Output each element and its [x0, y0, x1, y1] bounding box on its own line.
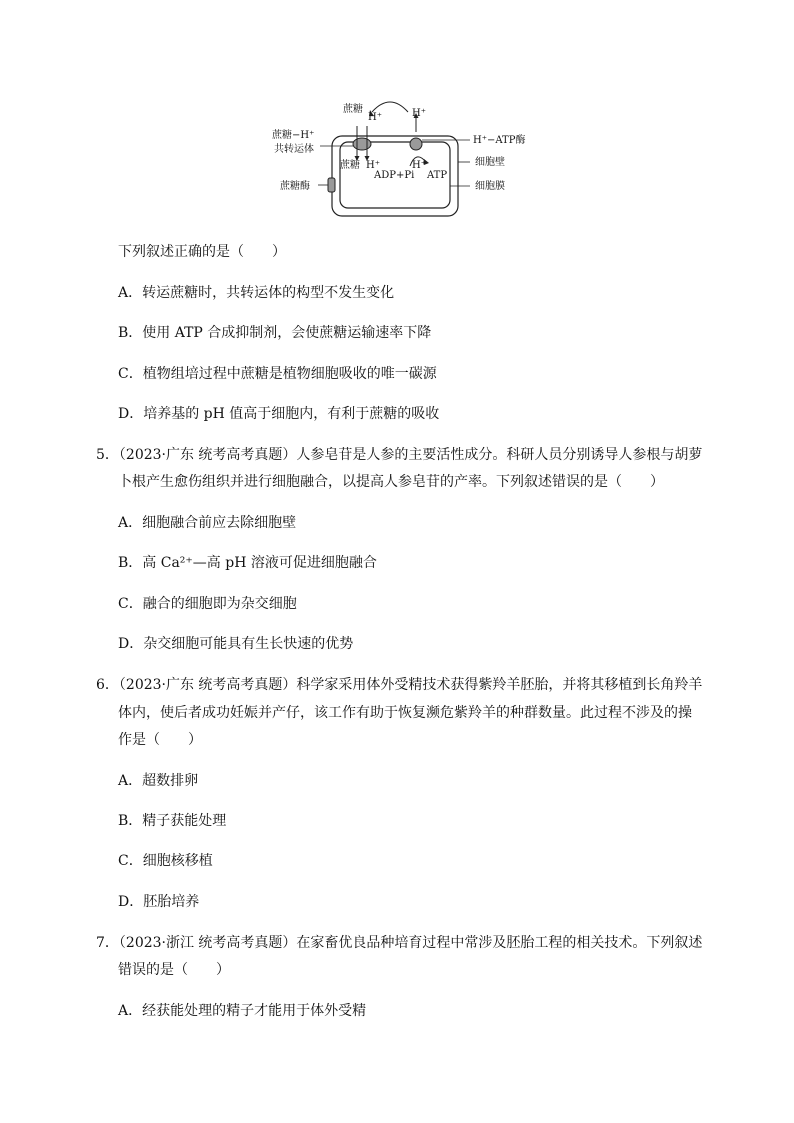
q6-option-d: D．胚胎培养 [118, 894, 200, 910]
h-atpase-shape [410, 138, 422, 150]
q4-option-a: A．转运蔗糖时，共转运体的构型不发生变化 [118, 285, 395, 301]
q4-stem: 下列叙述正确的是（ ） [118, 244, 286, 260]
label-atp: ATP [427, 170, 448, 181]
label-h-inside: H⁺ [366, 160, 380, 171]
cotransporter-shape [353, 138, 371, 150]
label-sucrose-top: 蔗糖 [343, 104, 363, 115]
label-h-top-left: H⁺ [368, 112, 382, 123]
q5-stem-line1: 5．（2023·广东 统考高考真题）人参皂苷是人参的主要活性成分。科研人员分别诱导人参根与胡萝 [96, 447, 703, 463]
q7-option-a: A．经获能处理的精子才能用于体外受精 [118, 1003, 367, 1019]
q5-option-b: B．高 Ca²⁺—高 pH 溶液可促进细胞融合 [118, 555, 377, 571]
q6-stem-line3: 作是（ ） [118, 732, 202, 748]
q6-option-b: B．精子获能处理 [118, 813, 227, 829]
label-cotransporter-1: 蔗糖−H⁺ [272, 130, 315, 141]
label-cell-wall: 细胞壁 [475, 157, 505, 168]
label-h-pump-inside: H⁺ [412, 160, 426, 171]
label-adp-pi: ADP+Pi [374, 170, 415, 181]
q5-stem-line2: 卜根产生愈伤组织并进行细胞融合，以提高人参皂苷的产率。下列叙述错误的是（ ） [118, 474, 664, 490]
q6-option-a: A．超数排卵 [118, 773, 199, 789]
q6-option-c: C．细胞核移植 [118, 853, 213, 869]
plant-cell-sucrose-transport-diagram [270, 96, 530, 226]
label-cotransporter-2: 共转运体 [274, 144, 314, 155]
q5-option-a: A．细胞融合前应去除细胞壁 [118, 515, 297, 531]
label-sucrose-inside: 蔗糖 [340, 160, 360, 171]
label-h-atpase: H⁺−ATP酶 [473, 135, 526, 146]
q6-stem-line1: 6．（2023·广东 统考高考真题）科学家采用体外受精技术获得紫羚羊胚胎，并将其移植到长角羚羊 [96, 677, 703, 693]
q5-option-c: C．融合的细胞即为杂交细胞 [118, 596, 297, 612]
q4-option-d: D．培养基的 pH 值高于细胞内，有利于蔗糖的吸收 [118, 406, 440, 422]
q4-option-c: C．植物组培过程中蔗糖是植物细胞吸收的唯一碳源 [118, 366, 437, 382]
q7-stem-line2: 错误的是（ ） [118, 962, 230, 978]
q6-stem-line2: 体内，使后者成功妊娠并产仔，该工作有助于恢复濒危紫羚羊的种群数量。此过程不涉及的操 [118, 705, 692, 721]
sucrase-shape [328, 178, 335, 192]
label-sucrase: 蔗糖酶 [280, 181, 310, 192]
q7-stem-line1: 7．（2023·浙江 统考高考真题）在家畜优良品种培育过程中常涉及胚胎工程的相关技术。下列叙述 [96, 935, 703, 951]
label-h-top-right: H⁺ [412, 108, 426, 119]
label-cell-membrane: 细胞膜 [475, 181, 505, 192]
q4-option-b: B．使用 ATP 合成抑制剂，会使蔗糖运输速率下降 [118, 325, 432, 341]
q5-option-d: D．杂交细胞可能具有生长快速的优势 [118, 636, 354, 652]
